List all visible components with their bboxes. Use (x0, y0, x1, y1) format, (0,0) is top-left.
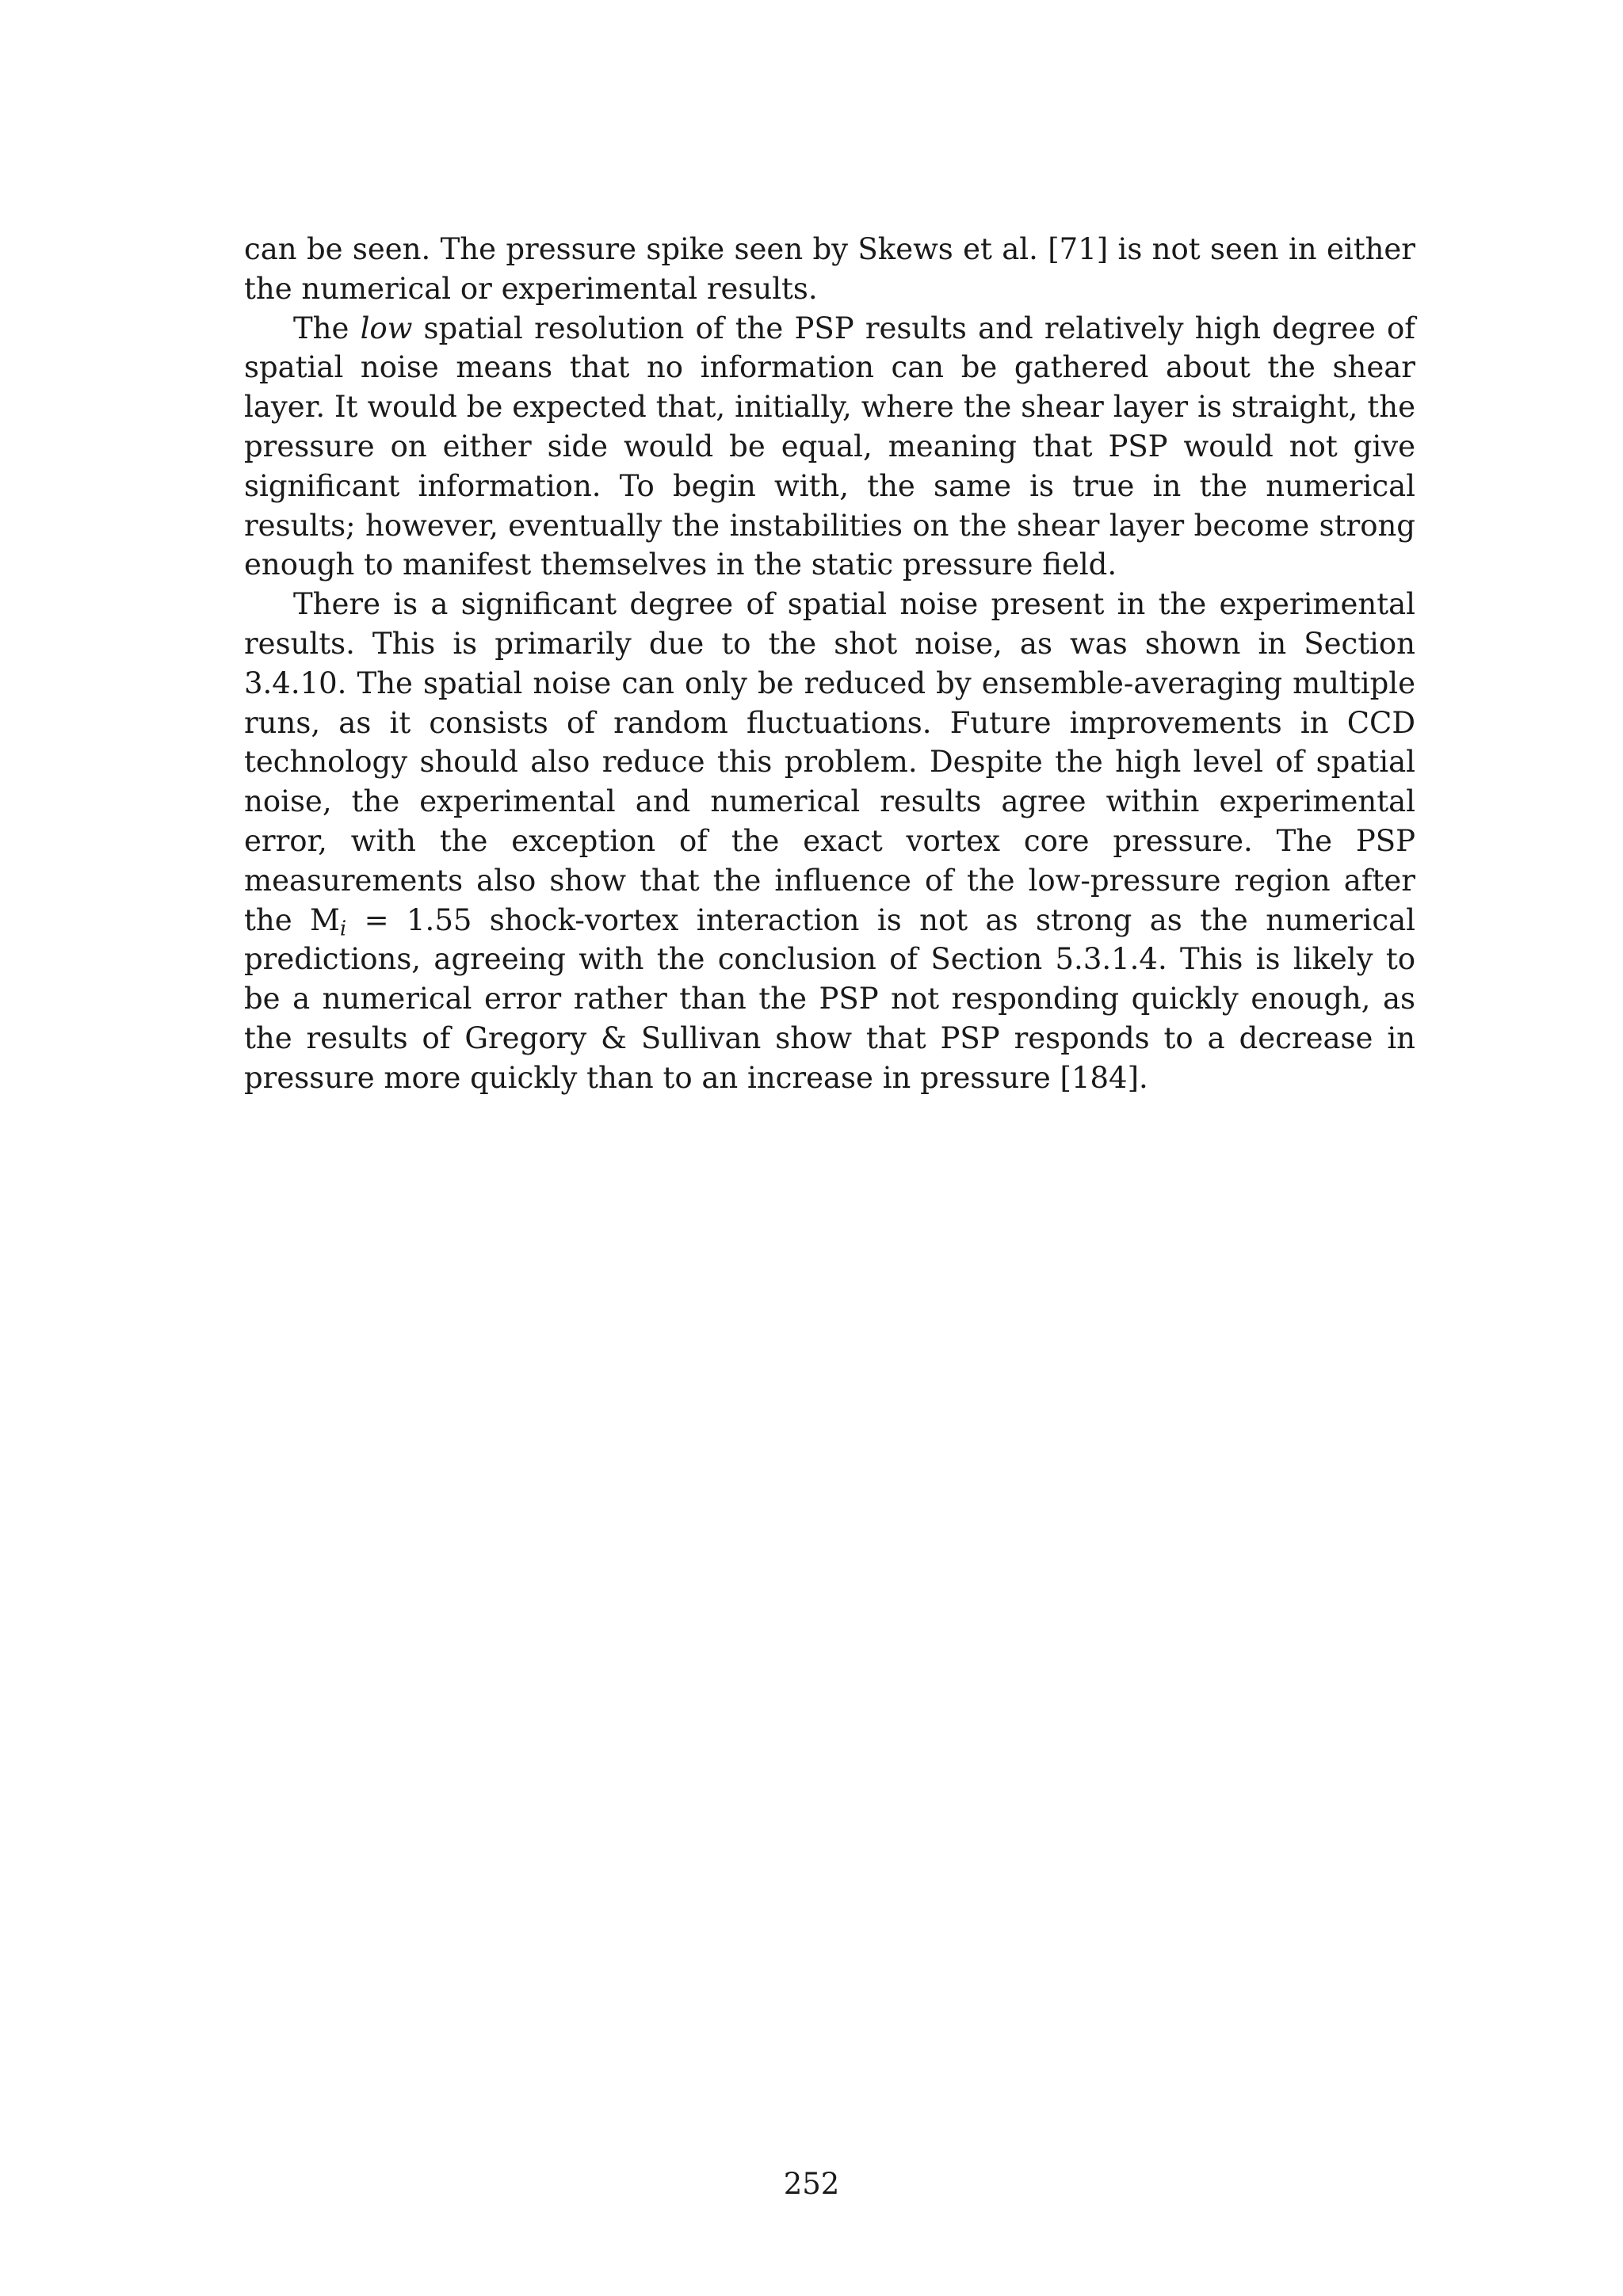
paragraph-3-part2: = 1.55 shock-vortex interaction is not as strong as the numerical predictions, agreeing with the conclusion of Section 5.3.1.4. This is likely to be a numerical error rather than the PSP not responding quickly enough, as the results of Gregory & Sullivan show that PSP responds to a decrease in pressure more quickly than to an increase in pressure [184]. (244, 902, 1415, 1095)
mach-subscript: i (339, 917, 347, 941)
page-number: 252 (783, 2167, 840, 2201)
emphasis-low: low (360, 311, 413, 345)
paragraph-2-lead: The (293, 311, 361, 345)
paragraph-2-rest: spatial resolution of the PSP results and relatively high degree of spatial noise means that no information can be gathered about the shear layer. It would be expected that, initially, where the shear layer is straight, the pressure on either side would be equal, meaning that PSP would not give significant information. To begin with, the same is true in the numerical results; however, eventually the instabilities on the shear layer become strong enough to manifest themselves in the static pressure field. (244, 311, 1415, 582)
paragraph-1: can be seen. The pressure spike seen by Skews et al. [71] is not seen in either the numerical or experimental results. (244, 232, 1415, 306)
body-text (244, 230, 1415, 1098)
paragraph-2 (244, 309, 1415, 585)
mach-symbol: M (310, 902, 340, 937)
paragraph-3-part1: There is a significant degree of spatial noise present in the experimental results. This is primarily due to the shot noise, as was shown in Section 3.4.10. The spatial noise can only be reduced by ensemble-averaging multiple runs, as it consists of random fluctuations. Future improvements in CCD technology should also reduce this problem. Despite the high level of spatial noise, the experimental and numerical results agree within experimental error, with the exception of the exact vortex core pressure. The PSP measurements also show that the influence of the low-pressure region after the (244, 587, 1415, 937)
paragraph-3 (244, 585, 1415, 1097)
